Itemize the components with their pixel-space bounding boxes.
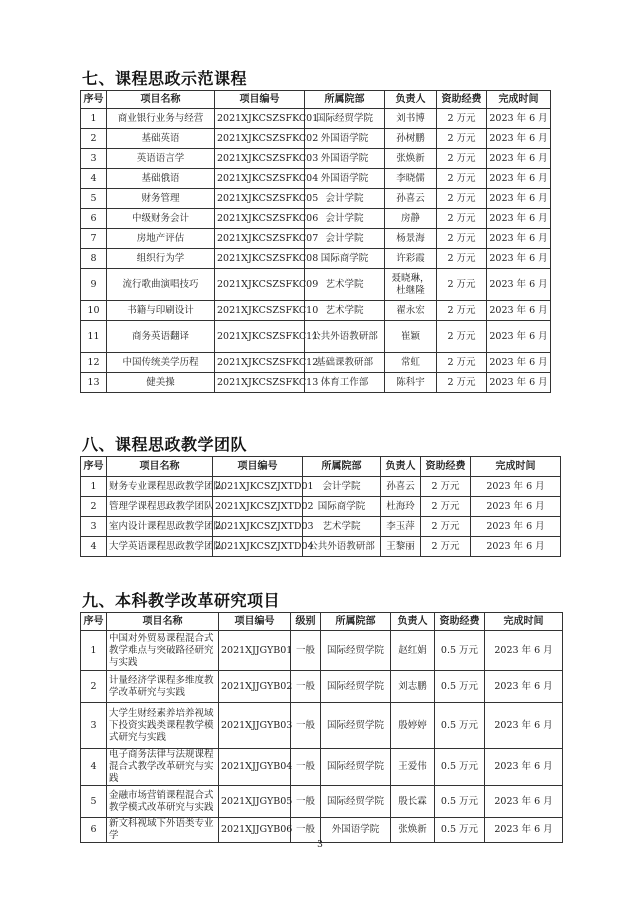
table-cell: 2021XJKCSZJXTD01 — [213, 477, 303, 497]
col-header: 完成时间 — [485, 613, 563, 631]
table-row — [81, 249, 551, 269]
table-cell: 体育工作部 — [305, 373, 385, 393]
table-cell: 崔颖 — [385, 321, 437, 353]
table-cell: 国际经贸学院 — [321, 631, 391, 671]
table-cell: 大学生财经素养培养视域下投资实践类课程教学模式研究与实践 — [107, 703, 219, 749]
col-header: 项目编号 — [215, 91, 305, 109]
table-header-row — [81, 457, 561, 477]
table-cell: 刘书博 — [385, 109, 437, 129]
table-header-row — [81, 613, 563, 631]
col-header: 序号 — [81, 613, 107, 631]
table-cell: 2023 年 6 月 — [485, 631, 563, 671]
table-cell: 2023 年 6 月 — [471, 537, 561, 557]
table-cell: 2023 年 6 月 — [487, 209, 551, 229]
table-cell: 一般 — [291, 818, 321, 843]
table-cell: 商务英语翻译 — [107, 321, 215, 353]
table-cell: 0.5 万元 — [435, 631, 485, 671]
section-7-table — [80, 90, 551, 393]
table-row — [81, 631, 563, 671]
table-cell: 2021XJKCSZSFKC07 — [215, 229, 305, 249]
table-cell: 新文科视域下外语类专业学 — [107, 818, 219, 843]
table-cell: 8 — [81, 249, 107, 269]
table-cell: 2 — [81, 129, 107, 149]
table-cell: 2021XJKCSZSFKC03 — [215, 149, 305, 169]
section-8-title: 八、课程思政教学团队 — [82, 435, 248, 454]
table-cell: 翟永宏 — [385, 301, 437, 321]
table-cell: 2023 年 6 月 — [485, 749, 563, 786]
table-cell: 2023 年 6 月 — [487, 269, 551, 301]
table-cell: 1 — [81, 109, 107, 129]
table-cell: 2023 年 6 月 — [487, 321, 551, 353]
table-cell: 外国语学院 — [305, 169, 385, 189]
table-row — [81, 109, 551, 129]
table-cell: 2021XJKCSZJXTD02 — [213, 497, 303, 517]
col-header: 项目编号 — [219, 613, 291, 631]
table-cell: 中国传统美学历程 — [107, 353, 215, 373]
table-cell: 4 — [81, 537, 107, 557]
table-row — [81, 269, 551, 301]
table-cell: 5 — [81, 189, 107, 209]
table-cell: 7 — [81, 229, 107, 249]
col-header: 所属院部 — [305, 91, 385, 109]
table-cell: 2023 年 6 月 — [487, 301, 551, 321]
table-cell: 2021XJKCSZJXTD04 — [213, 537, 303, 557]
table-cell: 2 万元 — [437, 353, 487, 373]
table-row — [81, 517, 561, 537]
table-cell: 李玉萍 — [381, 517, 421, 537]
table-row — [81, 129, 551, 149]
table-cell: 基础英语 — [107, 129, 215, 149]
table-cell: 2023 年 6 月 — [487, 189, 551, 209]
table-cell: 2023 年 6 月 — [485, 786, 563, 818]
table-header-row — [81, 91, 551, 109]
table-cell: 国际经贸学院 — [321, 703, 391, 749]
section-8-table — [80, 456, 561, 557]
table-cell: 2021XJKCSZSFKC01 — [215, 109, 305, 129]
table-row — [81, 169, 551, 189]
table-cell: 2023 年 6 月 — [487, 169, 551, 189]
table-row — [81, 818, 563, 843]
section-8-body — [81, 477, 561, 557]
table-cell: 13 — [81, 373, 107, 393]
table-cell: 2021XJJGYB03 — [219, 703, 291, 749]
table-cell: 2023 年 6 月 — [485, 818, 563, 843]
table-cell: 财务管理 — [107, 189, 215, 209]
table-cell: 2021XJKCSZSFKC09 — [215, 269, 305, 301]
table-row — [81, 149, 551, 169]
col-header: 所属院部 — [321, 613, 391, 631]
table-row — [81, 703, 563, 749]
table-cell: 聂晓琳，杜继隆 — [385, 269, 437, 301]
table-cell: 艺术学院 — [305, 269, 385, 301]
table-row — [81, 786, 563, 818]
table-cell: 2 万元 — [437, 373, 487, 393]
table-cell: 陈科宇 — [385, 373, 437, 393]
table-cell: 2023 年 6 月 — [487, 129, 551, 149]
table-cell: 2 — [81, 671, 107, 703]
table-row — [81, 321, 551, 353]
table-cell: 0.5 万元 — [435, 671, 485, 703]
table-cell: 2021XJKCSZJXTD03 — [213, 517, 303, 537]
table-cell: 2021XJKCSZSFKC06 — [215, 209, 305, 229]
table-cell: 流行歌曲演唱技巧 — [107, 269, 215, 301]
table-cell: 赵红娟 — [391, 631, 435, 671]
table-cell: 4 — [81, 749, 107, 786]
col-header: 序号 — [81, 91, 107, 109]
table-cell: 李晓儒 — [385, 169, 437, 189]
section-9-body — [81, 631, 563, 843]
col-header: 资助经费 — [435, 613, 485, 631]
table-cell: 外国语学院 — [321, 818, 391, 843]
table-cell: 外国语学院 — [305, 149, 385, 169]
table-cell: 2023 年 6 月 — [487, 229, 551, 249]
col-header: 项目编号 — [213, 457, 303, 477]
col-header: 完成时间 — [487, 91, 551, 109]
table-row — [81, 477, 561, 497]
table-cell: 2 万元 — [437, 189, 487, 209]
table-cell: 孙喜云 — [381, 477, 421, 497]
table-row — [81, 229, 551, 249]
table-cell: 张焕新 — [385, 149, 437, 169]
table-cell: 管理学课程思政教学团队 — [107, 497, 213, 517]
table-cell: 王爱伟 — [391, 749, 435, 786]
table-cell: 2 万元 — [437, 301, 487, 321]
table-cell: 11 — [81, 321, 107, 353]
table-cell: 房静 — [385, 209, 437, 229]
section-9-title: 九、本科教学改革研究项目 — [82, 591, 281, 610]
table-cell: 会计学院 — [305, 209, 385, 229]
col-header: 序号 — [81, 457, 107, 477]
table-cell: 6 — [81, 209, 107, 229]
table-cell: 会计学院 — [305, 229, 385, 249]
table-cell: 2 万元 — [437, 229, 487, 249]
table-cell: 外国语学院 — [305, 129, 385, 149]
table-cell: 2021XJKCSZSFKC11 — [215, 321, 305, 353]
col-header: 完成时间 — [471, 457, 561, 477]
table-cell: 2023 年 6 月 — [471, 497, 561, 517]
section-9-table — [80, 612, 563, 843]
table-cell: 2 万元 — [437, 269, 487, 301]
table-cell: 2 万元 — [437, 129, 487, 149]
table-cell: 房地产评估 — [107, 229, 215, 249]
table-cell: 2021XJJGYB01 — [219, 631, 291, 671]
table-cell: 4 — [81, 169, 107, 189]
table-cell: 一般 — [291, 703, 321, 749]
table-cell: 中国对外贸易课程混合式教学难点与突破路径研究与实践 — [107, 631, 219, 671]
table-cell: 3 — [81, 149, 107, 169]
table-cell: 2021XJJGYB04 — [219, 749, 291, 786]
col-header: 所属院部 — [303, 457, 381, 477]
table-cell: 6 — [81, 818, 107, 843]
table-cell: 国际商学院 — [305, 249, 385, 269]
table-cell: 会计学院 — [303, 477, 381, 497]
table-cell: 王黎丽 — [381, 537, 421, 557]
table-cell: 基础课教研部 — [305, 353, 385, 373]
table-cell: 孙树鹏 — [385, 129, 437, 149]
table-cell: 0.5 万元 — [435, 818, 485, 843]
table-cell: 3 — [81, 517, 107, 537]
table-cell: 2021XJJGYB05 — [219, 786, 291, 818]
table-cell: 孙喜云 — [385, 189, 437, 209]
table-cell: 国际经贸学院 — [305, 109, 385, 129]
table-cell: 许彩霞 — [385, 249, 437, 269]
table-row — [81, 671, 563, 703]
table-cell: 大学英语课程思政教学团队 — [107, 537, 213, 557]
table-cell: 0.5 万元 — [435, 786, 485, 818]
table-cell: 2023 年 6 月 — [487, 149, 551, 169]
table-cell: 国际经贸学院 — [321, 749, 391, 786]
table-cell: 殷婷婷 — [391, 703, 435, 749]
table-cell: 2 万元 — [437, 321, 487, 353]
table-cell: 一般 — [291, 631, 321, 671]
table-cell: 2023 年 6 月 — [471, 517, 561, 537]
table-row — [81, 189, 551, 209]
table-cell: 中级财务会计 — [107, 209, 215, 229]
table-cell: 健美操 — [107, 373, 215, 393]
table-cell: 金融市场营销课程混合式教学模式改革研究与实践 — [107, 786, 219, 818]
table-cell: 2023 年 6 月 — [487, 373, 551, 393]
table-cell: 商业银行业务与经营 — [107, 109, 215, 129]
table-cell: 公共外语教研部 — [305, 321, 385, 353]
table-cell: 国际商学院 — [303, 497, 381, 517]
col-header: 负责人 — [381, 457, 421, 477]
table-cell: 2023 年 6 月 — [471, 477, 561, 497]
table-cell: 公共外语教研部 — [303, 537, 381, 557]
table-cell: 国际经贸学院 — [321, 671, 391, 703]
section-7-title: 七、课程思政示范课程 — [82, 69, 248, 88]
table-cell: 2023 年 6 月 — [487, 249, 551, 269]
table-cell: 0.5 万元 — [435, 703, 485, 749]
table-cell: 2021XJJGYB02 — [219, 671, 291, 703]
table-cell: 组织行为学 — [107, 249, 215, 269]
table-cell: 2 万元 — [437, 149, 487, 169]
table-cell: 常虹 — [385, 353, 437, 373]
table-cell: 殷长霖 — [391, 786, 435, 818]
table-cell: 财务专业课程思政教学团队 — [107, 477, 213, 497]
table-cell: 2023 年 6 月 — [487, 109, 551, 129]
table-cell: 2021XJJGYB06 — [219, 818, 291, 843]
table-cell: 一般 — [291, 749, 321, 786]
table-row — [81, 373, 551, 393]
table-cell: 刘志鹏 — [391, 671, 435, 703]
table-cell: 计量经济学课程多维度教学改革研究与实践 — [107, 671, 219, 703]
table-row — [81, 301, 551, 321]
section-7-body — [81, 109, 551, 393]
table-cell: 2 — [81, 497, 107, 517]
col-header: 负责人 — [391, 613, 435, 631]
table-cell: 2021XJKCSZSFKC08 — [215, 249, 305, 269]
table-cell: 10 — [81, 301, 107, 321]
table-cell: 室内设计课程思政教学团队 — [107, 517, 213, 537]
table-cell: 基础俄语 — [107, 169, 215, 189]
table-row — [81, 537, 561, 557]
col-header: 项目名称 — [107, 91, 215, 109]
table-cell: 一般 — [291, 671, 321, 703]
table-cell: 2 万元 — [421, 517, 471, 537]
table-cell: 2023 年 6 月 — [487, 353, 551, 373]
table-cell: 1 — [81, 631, 107, 671]
table-cell: 杨景海 — [385, 229, 437, 249]
table-cell: 2 万元 — [421, 477, 471, 497]
col-header: 级别 — [291, 613, 321, 631]
table-cell: 12 — [81, 353, 107, 373]
table-cell: 5 — [81, 786, 107, 818]
table-cell: 2 万元 — [437, 109, 487, 129]
table-row — [81, 749, 563, 786]
table-cell: 电子商务法律与法规课程混合式教学改革研究与实践 — [107, 749, 219, 786]
table-row — [81, 497, 561, 517]
table-cell: 9 — [81, 269, 107, 301]
table-cell: 张焕新 — [391, 818, 435, 843]
table-cell: 2 万元 — [437, 249, 487, 269]
table-cell: 国际经贸学院 — [321, 786, 391, 818]
table-cell: 杜海玲 — [381, 497, 421, 517]
table-cell: 2021XJKCSZSFKC13 — [215, 373, 305, 393]
col-header: 项目名称 — [107, 457, 213, 477]
col-header: 负责人 — [385, 91, 437, 109]
table-cell: 2 万元 — [421, 537, 471, 557]
table-cell: 2021XJKCSZSFKC12 — [215, 353, 305, 373]
table-cell: 2023 年 6 月 — [485, 671, 563, 703]
table-cell: 0.5 万元 — [435, 749, 485, 786]
table-cell: 2021XJKCSZSFKC10 — [215, 301, 305, 321]
table-cell: 英语语言学 — [107, 149, 215, 169]
table-cell: 一般 — [291, 786, 321, 818]
table-cell: 会计学院 — [305, 189, 385, 209]
table-cell: 2 万元 — [421, 497, 471, 517]
table-cell: 2023 年 6 月 — [485, 703, 563, 749]
table-cell: 3 — [81, 703, 107, 749]
table-cell: 艺术学院 — [303, 517, 381, 537]
col-header: 资助经费 — [437, 91, 487, 109]
table-cell: 书籍与印刷设计 — [107, 301, 215, 321]
table-cell: 2021XJKCSZSFKC04 — [215, 169, 305, 189]
table-row — [81, 209, 551, 229]
table-cell: 1 — [81, 477, 107, 497]
page-number: 3 — [317, 840, 323, 850]
table-cell: 2 万元 — [437, 209, 487, 229]
table-row — [81, 353, 551, 373]
table-cell: 2021XJKCSZSFKC02 — [215, 129, 305, 149]
table-cell: 2021XJKCSZSFKC05 — [215, 189, 305, 209]
col-header: 项目名称 — [107, 613, 219, 631]
table-cell: 艺术学院 — [305, 301, 385, 321]
table-cell: 2 万元 — [437, 169, 487, 189]
col-header: 资助经费 — [421, 457, 471, 477]
